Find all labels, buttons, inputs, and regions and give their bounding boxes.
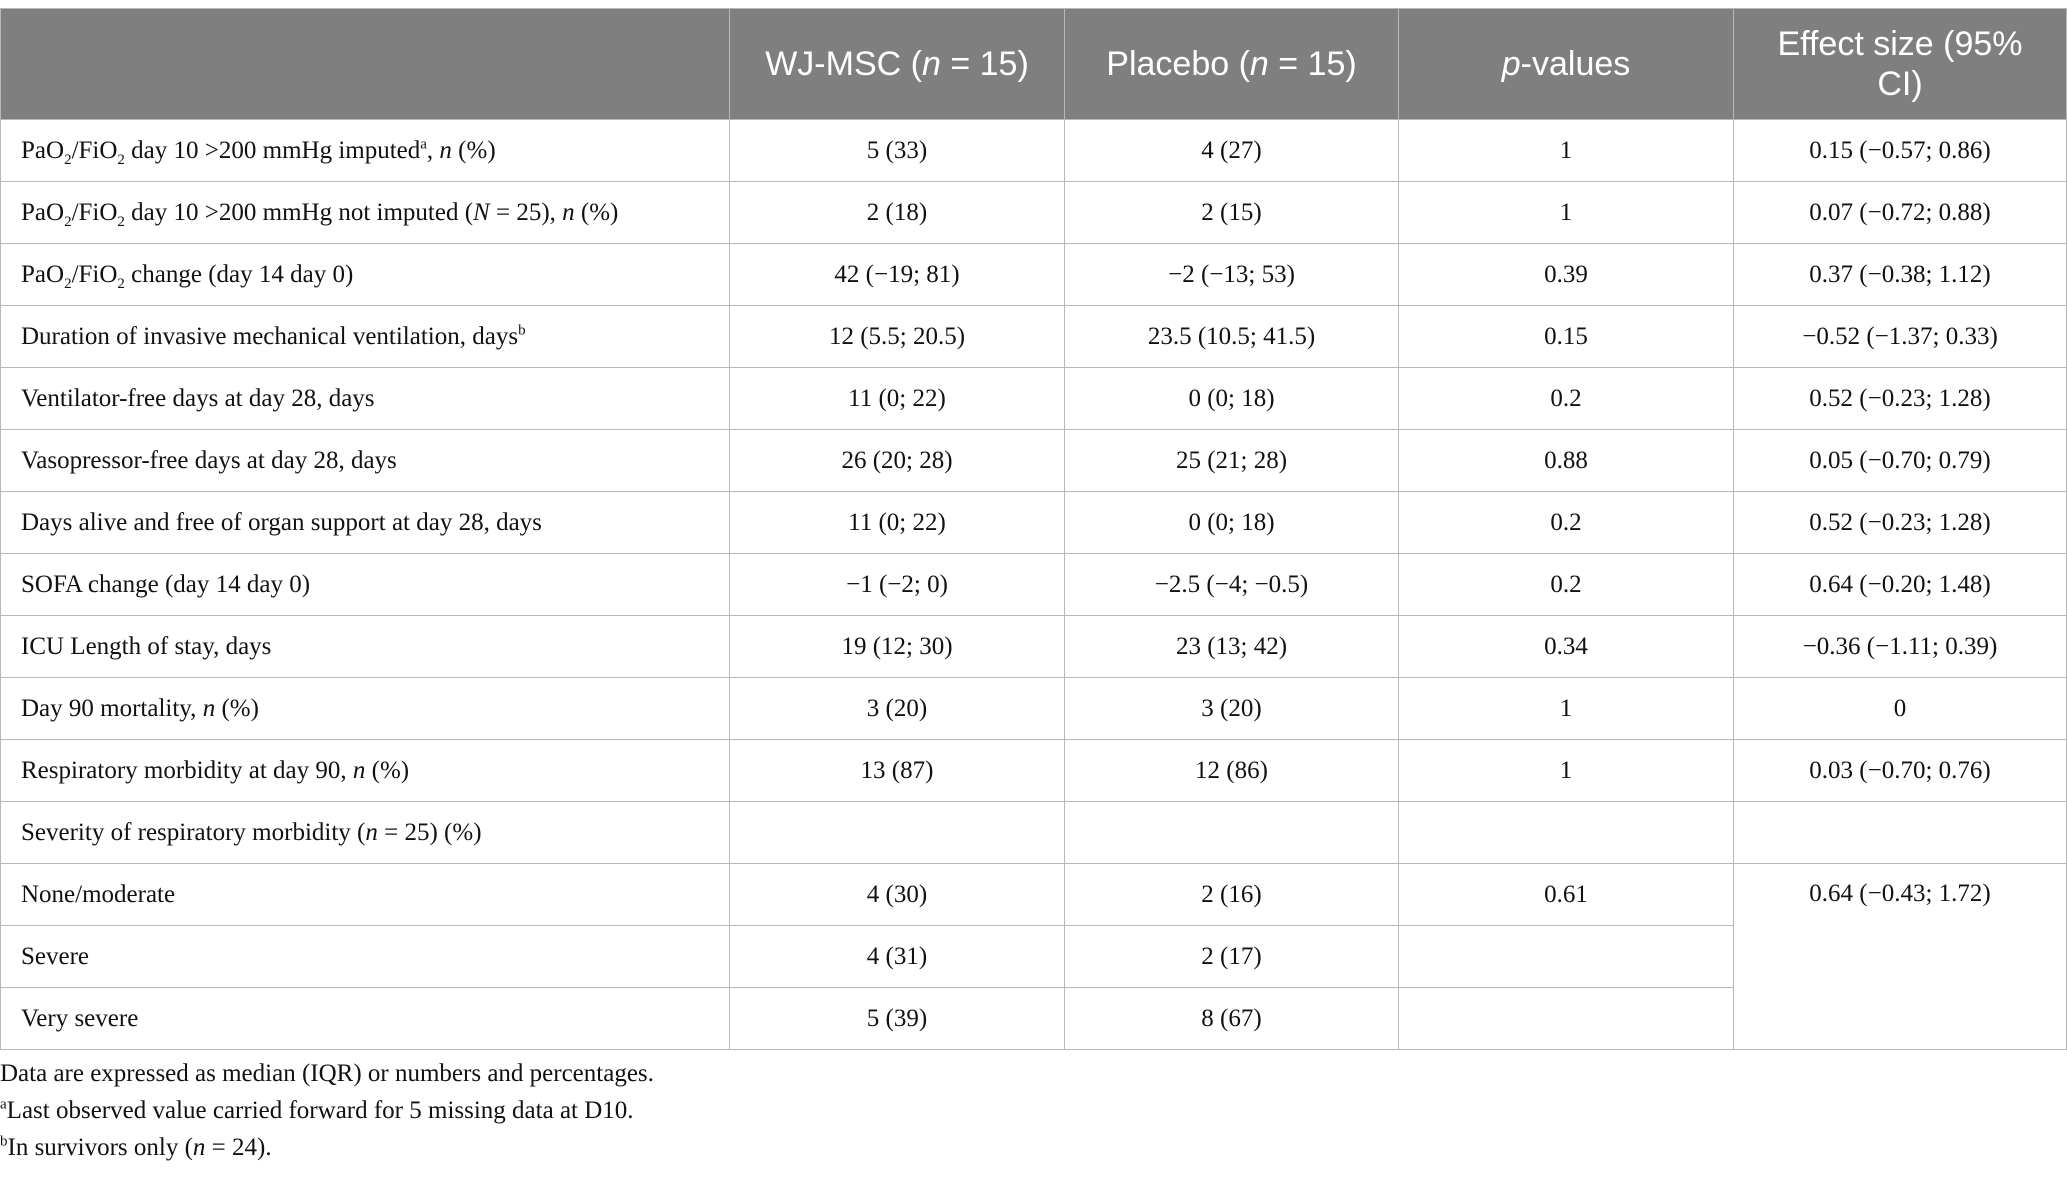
table-row [1, 554, 2067, 616]
row-label: None/moderate [1, 864, 730, 926]
p-value: 0.2 [1399, 368, 1734, 430]
table-row [1, 492, 2067, 554]
row-label: Day 90 mortality, n (%) [1, 678, 730, 740]
header-wj-msc: WJ-MSC (n = 15) [730, 9, 1065, 120]
p-value [1399, 802, 1734, 864]
row-label: ICU Length of stay, days [1, 616, 730, 678]
effect-size-value: 0.52 (−0.23; 1.28) [1734, 492, 2067, 554]
table-row [1, 430, 2067, 492]
table-row [1, 244, 2067, 306]
placebo-value: −2 (−13; 53) [1065, 244, 1399, 306]
placebo-value: 2 (15) [1065, 182, 1399, 244]
placebo-value: −2.5 (−4; −0.5) [1065, 554, 1399, 616]
wj-msc-value: 26 (20; 28) [730, 430, 1065, 492]
effect-size-value: 0.03 (−0.70; 0.76) [1734, 740, 2067, 802]
placebo-value: 0 (0; 18) [1065, 492, 1399, 554]
wj-msc-value [730, 802, 1065, 864]
wj-msc-value: 42 (−19; 81) [730, 244, 1065, 306]
wj-msc-value: 5 (33) [730, 120, 1065, 182]
p-value: 1 [1399, 120, 1734, 182]
effect-size-value: 0.07 (−0.72; 0.88) [1734, 182, 2067, 244]
header-p-values: p-values [1399, 9, 1734, 120]
wj-msc-value: −1 (−2; 0) [730, 554, 1065, 616]
placebo-value [1065, 802, 1399, 864]
placebo-value: 0 (0; 18) [1065, 368, 1399, 430]
row-label: Vasopressor-free days at day 28, days [1, 430, 730, 492]
placebo-value: 2 (17) [1065, 926, 1399, 988]
placebo-value: 2 (16) [1065, 864, 1399, 926]
row-label: Ventilator-free days at day 28, days [1, 368, 730, 430]
p-value: 0.88 [1399, 430, 1734, 492]
effect-size-value: 0.64 (−0.43; 1.72) [1734, 864, 2067, 1050]
effect-size-value [1734, 802, 2067, 864]
p-value: 0.2 [1399, 554, 1734, 616]
p-value: 0.61 [1399, 864, 1734, 926]
placebo-value: 4 (27) [1065, 120, 1399, 182]
table-row [1, 368, 2067, 430]
row-label: SOFA change (day 14 day 0) [1, 554, 730, 616]
header-row [1, 9, 2067, 120]
row-label: Respiratory morbidity at day 90, n (%) [1, 740, 730, 802]
table-row [1, 802, 2067, 864]
row-label: Duration of invasive mechanical ventilation, days$^b$ [1, 306, 730, 368]
table-row [1, 678, 2067, 740]
footnote-a: $^a$Last observed value carried forward for 5 missing data at D10. [0, 1096, 634, 1124]
placebo-value: 12 (86) [1065, 740, 1399, 802]
placebo-value: 23 (13; 42) [1065, 616, 1399, 678]
p-value: 0.2 [1399, 492, 1734, 554]
effect-size-value: 0.15 (−0.57; 0.86) [1734, 120, 2067, 182]
header-label-cell [1, 9, 730, 120]
p-value: 0.15 [1399, 306, 1734, 368]
wj-msc-value: 4 (30) [730, 864, 1065, 926]
wj-msc-value: 2 (18) [730, 182, 1065, 244]
wj-msc-value: 5 (39) [730, 988, 1065, 1050]
table-row [1, 616, 2067, 678]
effect-size-value: −0.52 (−1.37; 0.33) [1734, 306, 2067, 368]
footnote-data: Data are expressed as median (IQR) or numbers and percentages. [0, 1060, 654, 1087]
p-value: 0.39 [1399, 244, 1734, 306]
row-label: PaO$_2$/FiO$_2$ change (day 14 day 0) [1, 244, 730, 306]
header-placebo: Placebo (n = 15) [1065, 9, 1399, 120]
placebo-value: 3 (20) [1065, 678, 1399, 740]
footnote-b: $^b$In survivors only (n = 24). [0, 1133, 272, 1161]
p-value [1399, 926, 1734, 988]
placebo-value: 25 (21; 28) [1065, 430, 1399, 492]
p-value: 1 [1399, 678, 1734, 740]
effect-size-value: −0.36 (−1.11; 0.39) [1734, 616, 2067, 678]
row-label: Severe [1, 926, 730, 988]
table-row [1, 306, 2067, 368]
effect-size-value: 0.64 (−0.20; 1.48) [1734, 554, 2067, 616]
row-label: PaO$_2$/FiO$_2$ day 10 >200 mmHg not imputed (N = 25), n (%) [1, 182, 730, 244]
p-value: 1 [1399, 182, 1734, 244]
wj-msc-value: 3 (20) [730, 678, 1065, 740]
table-row [1, 120, 2067, 182]
row-label: Days alive and free of organ support at day 28, days [1, 492, 730, 554]
effect-size-value: 0 [1734, 678, 2067, 740]
wj-msc-value: 13 (87) [730, 740, 1065, 802]
placebo-value: 23.5 (10.5; 41.5) [1065, 306, 1399, 368]
wj-msc-value: 4 (31) [730, 926, 1065, 988]
p-value: 1 [1399, 740, 1734, 802]
header-effect-size: Effect size (95% CI) [1734, 9, 2067, 120]
effect-size-value: 0.52 (−0.23; 1.28) [1734, 368, 2067, 430]
placebo-value: 8 (67) [1065, 988, 1399, 1050]
row-label: Very severe [1, 988, 730, 1050]
wj-msc-value: 11 (0; 22) [730, 368, 1065, 430]
results-table [0, 8, 2067, 1050]
table-row [1, 740, 2067, 802]
p-value [1399, 988, 1734, 1050]
wj-msc-value: 19 (12; 30) [730, 616, 1065, 678]
p-value: 0.34 [1399, 616, 1734, 678]
row-label: Severity of respiratory morbidity (n = 25) (%) [1, 802, 730, 864]
effect-size-value: 0.05 (−0.70; 0.79) [1734, 430, 2067, 492]
effect-size-value: 0.37 (−0.38; 1.12) [1734, 244, 2067, 306]
wj-msc-value: 11 (0; 22) [730, 492, 1065, 554]
table-row [1, 864, 2067, 926]
table-row [1, 182, 2067, 244]
wj-msc-value: 12 (5.5; 20.5) [730, 306, 1065, 368]
row-label: PaO$_2$/FiO$_2$ day 10 >200 mmHg imputed$^a$, n (%) [1, 120, 730, 182]
